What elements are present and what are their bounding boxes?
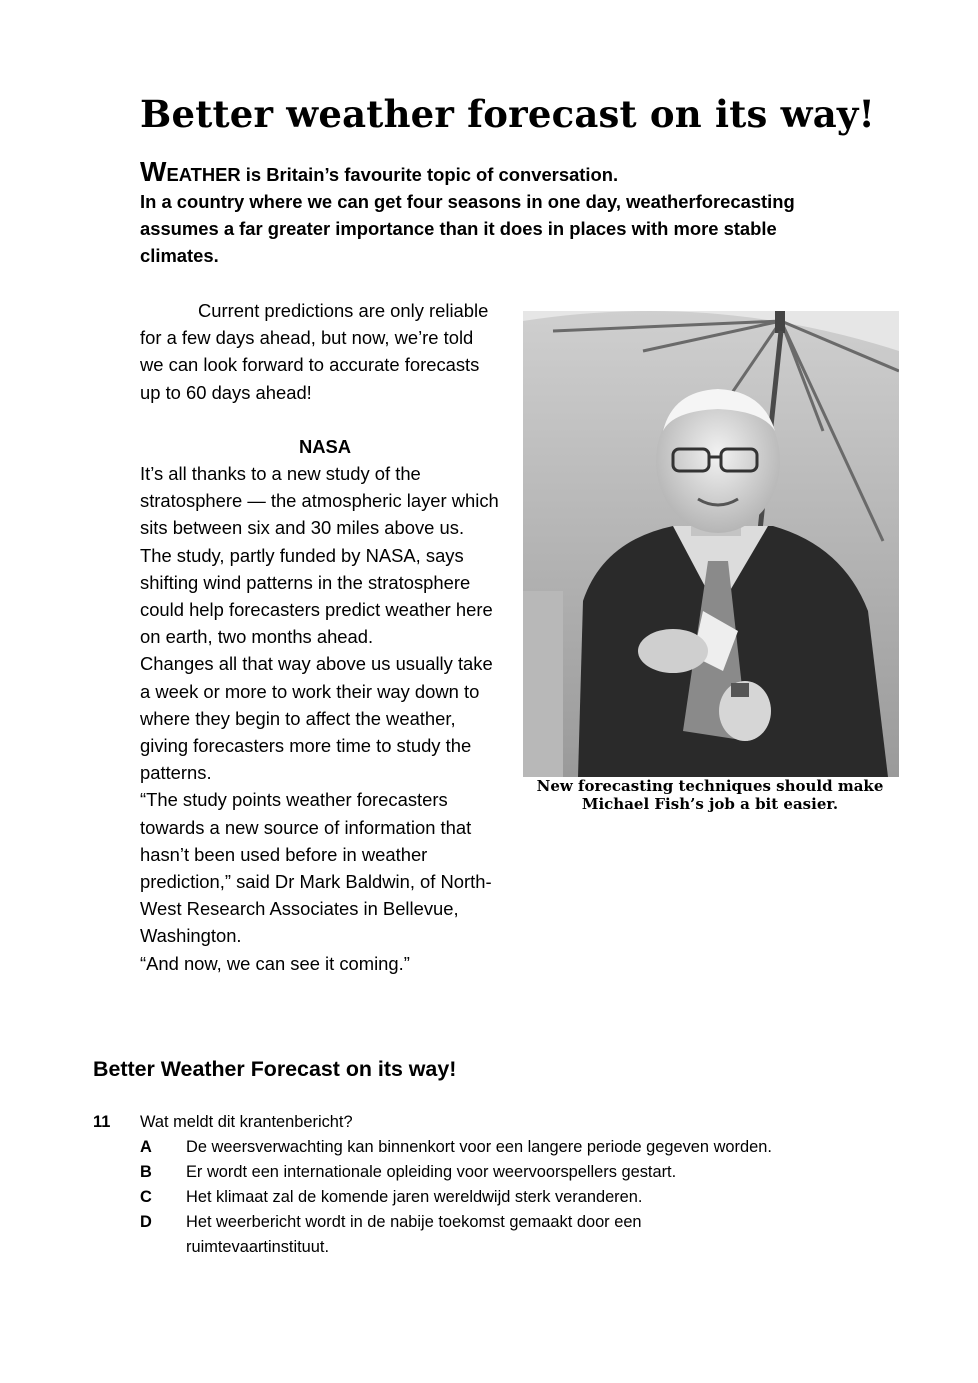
article-subhead: NASA — [298, 435, 352, 457]
article-paragraph: “And now, we can see it coming.” — [140, 952, 410, 974]
option-letter: A — [140, 1138, 152, 1156]
question-row — [93, 1110, 793, 1135]
article-headline: Better weather forecast on its way! — [140, 92, 876, 136]
lead-dropcap: W — [140, 156, 167, 187]
answer-option-c — [140, 1185, 793, 1210]
answer-option-d — [140, 1210, 793, 1260]
option-letter: D — [140, 1213, 152, 1231]
option-text: Het klimaat zal de komende jaren wereldwijd sterk veranderen. — [186, 1188, 643, 1206]
man-with-umbrella-photo — [523, 311, 899, 777]
article-paragraph: It’s all thanks to a new study of the stratosphere — the atmospheric layer which sits between six and 30 miles above us. — [140, 463, 499, 539]
article-paragraph: Changes all that way above us usually take a week or more to work their way down to where they begin to affect the weather, giving forecasters more time to study the patterns. — [140, 653, 493, 784]
answer-option-a — [140, 1135, 793, 1160]
exam-question — [93, 1110, 793, 1260]
exam-section-title: Better Weather Forecast on its way! — [93, 1057, 457, 1081]
article-paragraph: “The study points weather forecasters towards a new source of information that hasn’t been used before in weather prediction,” said Dr Mark Baldwin, of North-West Research Associates in Bellevue, Washington. — [140, 789, 492, 947]
answer-option-b — [140, 1160, 793, 1185]
option-text: Het weerbericht wordt in de nabije toekomst gemaakt door een ruimtevaartinstituut. — [186, 1213, 642, 1256]
article-paragraph: The study, partly funded by NASA, says shifting wind patterns in the stratosphere could help forecasters predict weather here on earth, two months ahead. — [140, 544, 493, 648]
article-body-column — [140, 297, 500, 977]
lead-body: In a country where we can get four seasons in one day, weatherforecasting assumes a far greater importance than it does in places with more stable climates. — [140, 191, 795, 266]
option-letter: C — [140, 1188, 152, 1206]
option-letter: B — [140, 1163, 152, 1181]
question-text: Wat meldt dit krantenbericht? — [140, 1113, 353, 1131]
article-lead — [140, 158, 860, 269]
photo-caption: New forecasting techniques should make Michael Fish’s job a bit easier. — [536, 777, 884, 813]
lead-first-line: EATHER is Britain’s favourite topic of conversation. — [166, 164, 619, 185]
option-text: De weersverwachting kan binnenkort voor een langere periode gegeven worden. — [186, 1138, 772, 1156]
question-number: 11 — [93, 1113, 111, 1131]
article-intro: Current predictions are only reliable for a few days ahead, but now, we’re told we can look forward to accurate forecasts up to 60 days ahead! — [140, 300, 489, 403]
article-photo-figure — [523, 311, 899, 813]
option-text: Er wordt een internationale opleiding voor weervoorspellers gestart. — [186, 1163, 677, 1181]
